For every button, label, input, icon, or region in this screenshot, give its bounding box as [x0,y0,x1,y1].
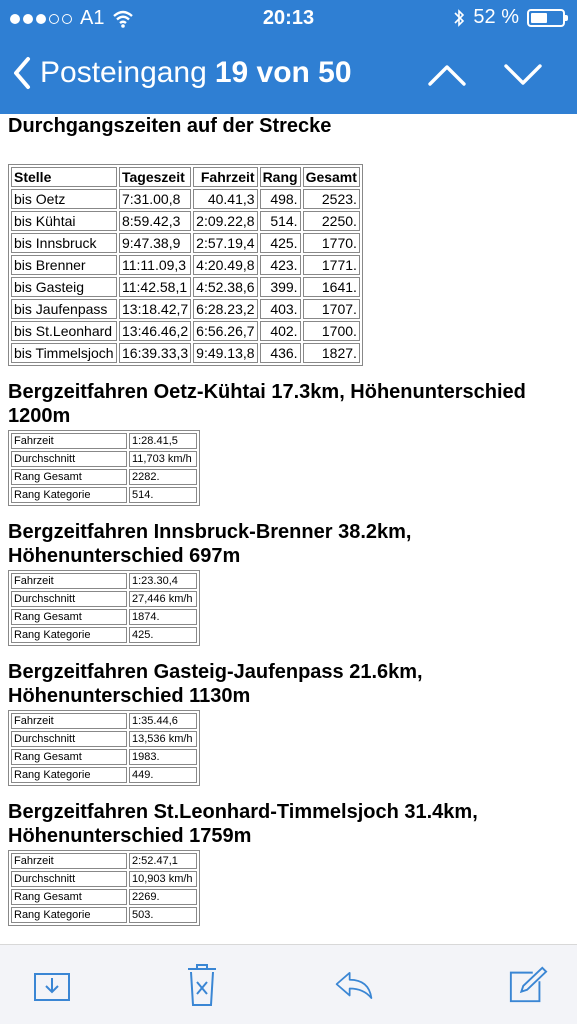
column-header: Stelle [11,167,117,187]
table-row [11,433,197,449]
stat-value: 2269. [129,889,197,905]
table-row [11,277,360,297]
stat-value: 2282. [129,469,197,485]
table-cell: 2250. [303,211,360,231]
table-row [11,321,360,341]
table-row [11,591,197,607]
battery-percent: 52 % [473,6,519,28]
table-cell: 9:49.13,8 [193,343,257,363]
table-row [11,609,197,625]
split-times-table [8,164,363,366]
message-position: 19 von 50 [214,56,352,89]
message-body[interactable] [0,114,577,944]
archive-icon [33,968,71,1002]
climb-section [8,380,577,506]
climb-section [8,660,577,786]
stat-label: Durchschnitt [11,871,127,887]
stat-label: Rang Gesamt [11,469,127,485]
table-cell: 425. [260,233,301,253]
stat-value: 514. [129,487,197,503]
table-cell: 1707. [303,299,360,319]
back-button[interactable] [12,56,352,90]
climb-section [8,520,577,646]
stat-label: Rang Gesamt [11,609,127,625]
bluetooth-icon [453,8,465,28]
reply-button[interactable] [334,963,374,1007]
reply-icon [334,967,374,1003]
stat-label: Rang Kategorie [11,627,127,643]
table-cell: 1771. [303,255,360,275]
table-row [11,189,360,209]
stat-label: Durchschnitt [11,451,127,467]
table-cell: 498. [260,189,301,209]
table-row [11,469,197,485]
stat-label: Rang Kategorie [11,487,127,503]
table-cell: 403. [260,299,301,319]
table-row [11,749,197,765]
stat-label: Fahrzeit [11,713,127,729]
table-cell: 8:59.42,3 [119,211,191,231]
table-cell: 40.41,3 [193,189,257,209]
table-cell: 4:20.49,8 [193,255,257,275]
table-cell: 399. [260,277,301,297]
chevron-left-icon [12,56,32,90]
table-cell: 2:57.19,4 [193,233,257,253]
stat-label: Rang Kategorie [11,907,127,923]
bottom-toolbar [0,944,577,1024]
table-row [11,853,197,869]
table-cell: 1641. [303,277,360,297]
stat-label: Rang Gesamt [11,749,127,765]
climb-stats-table [8,430,200,506]
table-cell: 13:18.42,7 [119,299,191,319]
table-row [11,713,197,729]
status-bar [0,0,577,38]
stat-value: 10,903 km/h [129,871,197,887]
compose-button[interactable] [508,963,548,1007]
table-row [11,299,360,319]
stat-value: 2:52.47,1 [129,853,197,869]
table-row [11,211,360,231]
stat-label: Durchschnitt [11,731,127,747]
table-cell: bis St.Leonhard [11,321,117,341]
table-cell: 1770. [303,233,360,253]
climb-stats-table [8,570,200,646]
climb-stats-table [8,710,200,786]
trash-button[interactable] [182,963,222,1007]
column-header: Fahrzeit [193,167,257,187]
table-row [11,871,197,887]
climb-stats-table [8,850,200,926]
stat-value: 13,536 km/h [129,731,197,747]
nav-bar [0,44,577,108]
table-row [11,233,360,253]
table-cell: 423. [260,255,301,275]
stat-value: 449. [129,767,197,783]
column-header: Gesamt [303,167,360,187]
table-row [11,731,197,747]
table-cell: 4:52.38,6 [193,277,257,297]
section-title: Bergzeitfahren Oetz-Kühtai 17.3km, Höhenunterschied 1200m [8,381,526,427]
stat-label: Rang Gesamt [11,889,127,905]
table-cell: bis Timmelsjoch [11,343,117,363]
stat-label: Fahrzeit [11,573,127,589]
section-title: Bergzeitfahren Innsbruck-Brenner 38.2km, Höhenunterschied 697m [8,521,412,567]
table-cell: 2:09.22,8 [193,211,257,231]
table-cell: bis Gasteig [11,277,117,297]
table-cell: bis Kühtai [11,211,117,231]
previous-message-button[interactable] [427,58,467,92]
table-cell: 13:46.46,2 [119,321,191,341]
carrier-label: A1 [80,7,105,29]
table-cell: 7:31.00,8 [119,189,191,209]
stat-value: 425. [129,627,197,643]
section-title: Bergzeitfahren Gasteig-Jaufenpass 21.6km, Höhenunterschied 1130m [8,661,423,707]
climb-section [8,800,577,926]
table-row [11,343,360,363]
table-cell: 2523. [303,189,360,209]
stat-value: 1874. [129,609,197,625]
table-cell: 6:56.26,7 [193,321,257,341]
stat-value: 11,703 km/h [129,451,197,467]
table-cell: 402. [260,321,301,341]
next-message-button[interactable] [503,58,543,92]
clock: 20:13 [262,7,315,29]
stat-value: 1:28.41,5 [129,433,197,449]
stat-value: 503. [129,907,197,923]
stat-label: Fahrzeit [11,853,127,869]
page-title: Durchgangszeiten auf der Strecke [8,115,332,137]
table-cell: bis Innsbruck [11,233,117,253]
column-header: Rang [260,167,301,187]
archive-button[interactable] [32,963,72,1007]
stat-label: Fahrzeit [11,433,127,449]
section-title: Bergzeitfahren St.Leonhard-Timmelsjoch 31.4km, Höhenunterschied 1759m [8,801,478,847]
table-row [11,487,197,503]
trash-icon [185,962,219,1008]
stat-value: 1983. [129,749,197,765]
table-cell: 1700. [303,321,360,341]
table-row [11,767,197,783]
stat-label: Rang Kategorie [11,767,127,783]
table-cell: 514. [260,211,301,231]
table-cell: bis Jaufenpass [11,299,117,319]
table-cell: 1827. [303,343,360,363]
table-row [11,889,197,905]
table-cell: 9:47.38,9 [119,233,191,253]
table-cell: 436. [260,343,301,363]
table-row [11,451,197,467]
battery-icon [527,9,565,27]
table-cell: 6:28.23,2 [193,299,257,319]
column-header: Tageszeit [119,167,191,187]
compose-icon [508,965,548,1005]
header [0,0,577,114]
table-row [11,907,197,923]
stat-value: 1:23.30,4 [129,573,197,589]
stat-label: Durchschnitt [11,591,127,607]
table-row [11,573,197,589]
table-cell: 11:11.09,3 [119,255,191,275]
table-row [11,627,197,643]
back-label: Posteingang [40,56,207,89]
table-cell: 11:42.58,1 [119,277,191,297]
stat-value: 1:35.44,6 [129,713,197,729]
table-cell: bis Oetz [11,189,117,209]
table-cell: 16:39.33,3 [119,343,191,363]
stat-value: 27,446 km/h [129,591,197,607]
table-row [11,255,360,275]
table-cell: bis Brenner [11,255,117,275]
table-header-row [11,167,360,187]
